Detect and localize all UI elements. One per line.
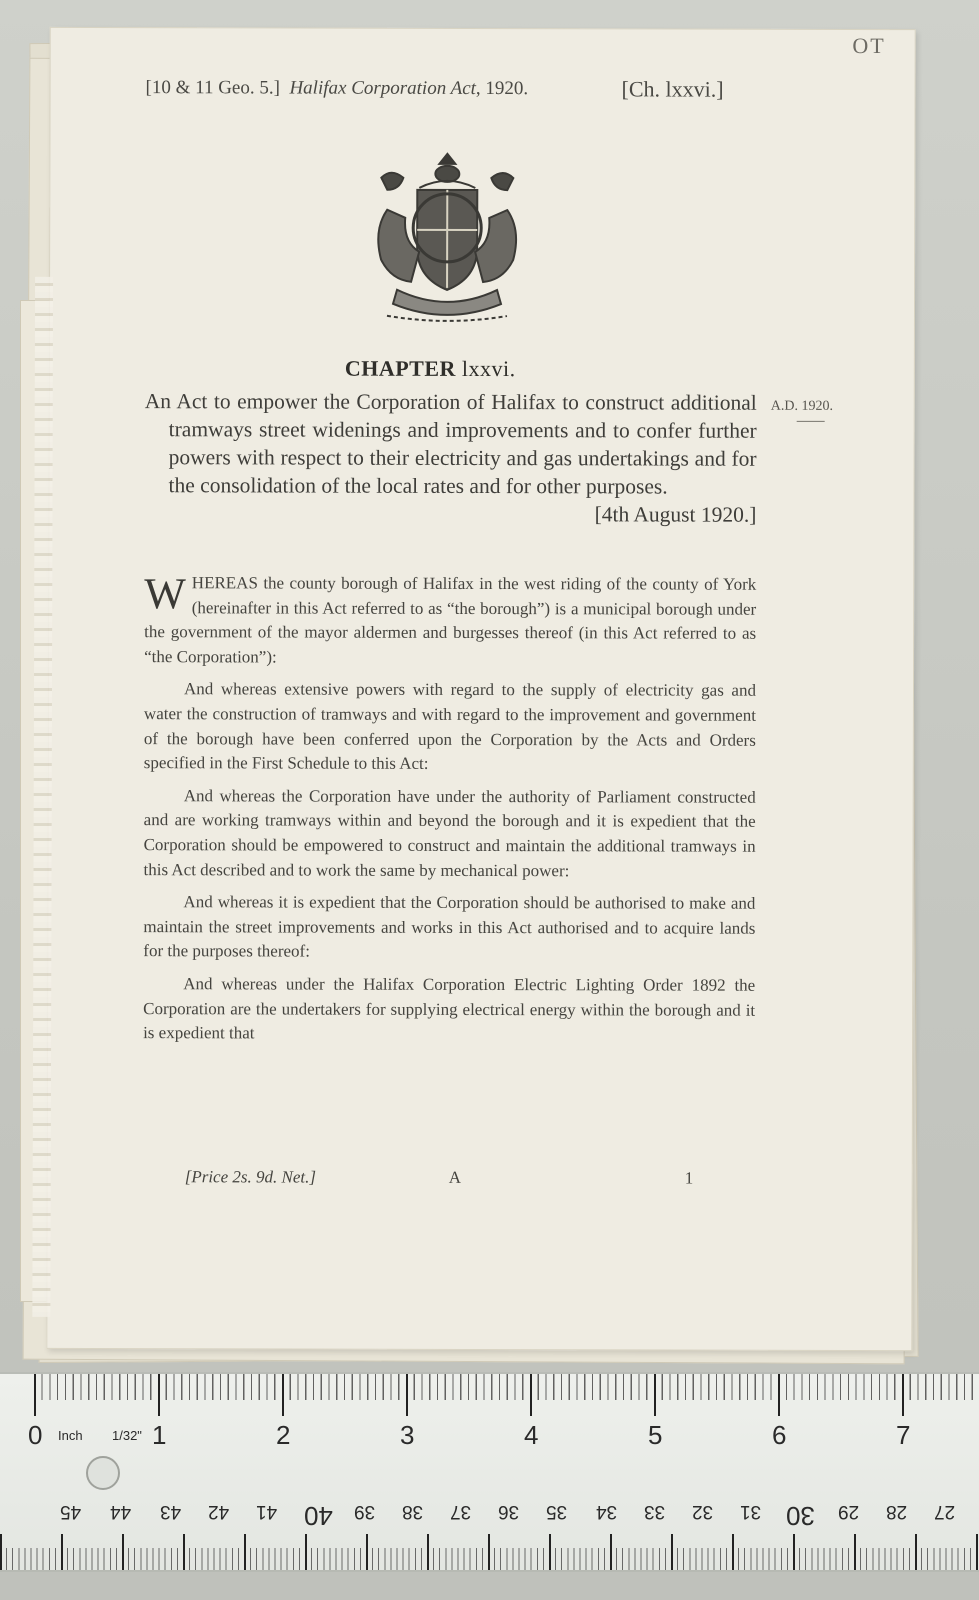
preamble-paragraph: And whereas the Corporation have under the authority of Parliament constructed and are working tramways within and beyond the borough and it is expedient that the Corporation should be empowered to construct and maintain the additional tramways in this Act described and to work the same by mechanical power: [143,785,756,880]
ruler-cm-number: 42 [208,1501,230,1522]
ruler-cm-number: 35 [546,1501,568,1522]
ruler-inch-number: 3 [400,1420,415,1450]
page-footer [185,1167,705,1188]
measuring-ruler [0,1372,979,1572]
royal-assent-date: [4th August 1920.] [594,502,757,527]
ruler-cm-number: 29 [838,1501,860,1522]
ruler-cm-number: 27 [934,1501,956,1522]
ruler-hang-hole [86,1456,120,1490]
ruler-inch-number: 7 [896,1420,911,1450]
ruler-fraction-label: 1/32" [112,1428,142,1443]
price-note: [Price 2s. 9d. Net.] [184,1167,317,1187]
ruler-inch-number: 6 [772,1420,787,1450]
ruler-cm-number: 37 [450,1501,472,1522]
ruler-cm-number: 38 [402,1501,424,1522]
ruler-cm-major-ticks [0,1534,979,1570]
corner-pencil-mark: OT [852,32,886,59]
document-page [46,27,915,1351]
chapter-heading [345,356,516,382]
ruler-cm-number: 41 [256,1501,278,1522]
margin-rule [797,421,825,422]
ruler-cm-number: 28 [886,1501,908,1522]
ruler-cm-number: 32 [692,1501,714,1522]
ruler-cm-number: 33 [644,1501,666,1522]
chapter-reference: [Ch. lxxvi.] [621,76,724,102]
preamble [143,571,756,1055]
ruler-cm-number: 45 [60,1501,82,1522]
long-title [144,387,756,529]
signature-mark: A [448,1167,462,1187]
preamble-paragraph [144,571,756,671]
chapter-number: lxxvi. [461,355,516,382]
regnal-year: [10 & 11 Geo. 5.] [145,77,280,99]
running-header [146,77,766,101]
preamble-paragraph: And whereas under the Halifax Corporation Electric Lighting Order 1892 the Corporation are the undertakers for supplying electrical energy within the borough and it is expedient that [143,974,756,1043]
act-short-title: Halifax Corporation Act [289,77,476,99]
ruler-inch-number: 5 [648,1420,663,1450]
ruler-cm-number: 40 [304,1501,333,1531]
ruler-cm-number: 34 [596,1501,618,1522]
ruler-inch-number: 2 [276,1420,291,1450]
chapter-word: CHAPTER [344,355,456,381]
paragraph-text: HEREAS the county borough of Halifax in the west riding of the county of York (hereinafter in this Act referred to as “the borough”) is a municipal borough under the government of the mayor aldermen and burgesses thereof (in this Act referred to as “the Corporation”): [144,573,757,667]
act-year: , 1920. [475,77,529,100]
drop-capital: W [144,569,186,619]
preamble-paragraph: And whereas it is expedient that the Corporation should be authorised to make and maintain the street improvements and works in this Act authorised and to acquire lands for the purposes thereof: [143,892,756,961]
ruler-cm-number: 44 [110,1501,132,1522]
royal-coat-of-arms-icon [367,150,527,330]
margin-note: A.D. 1920. [770,398,833,414]
ruler-cm-number: 31 [740,1501,762,1522]
ruler-inch-number: 1 [152,1420,167,1450]
ruler-cm-number: 30 [786,1501,815,1531]
ruler-cm-number: 43 [160,1501,182,1522]
ruler-cm-number: 39 [354,1501,376,1522]
long-title-text: An Act to empower the Corporation of Halifax to construct additional tramways street widenings and improvements and to confer further powers with respect to their electricity and gas undertakings and for the consolidation of the local rates and for other purposes. [144,389,757,499]
ruler-cm-number: 36 [498,1501,520,1522]
page-number: 1 [684,1168,694,1188]
torn-paper-edge [32,277,53,1317]
preamble-paragraph: And whereas extensive powers with regard to the supply of electricity gas and water the construction of tramways and with regard to the improvement and government of the borough have been conferred upon the Corporation by the Acts and Orders specified in the First Schedule to this Act: [143,679,757,774]
ruler-inch-number: 0 [28,1420,43,1450]
ruler-inch-major-ticks [34,1374,979,1416]
ruler-inch-label: Inch [58,1428,83,1443]
ruler-inch-number: 4 [524,1420,539,1450]
